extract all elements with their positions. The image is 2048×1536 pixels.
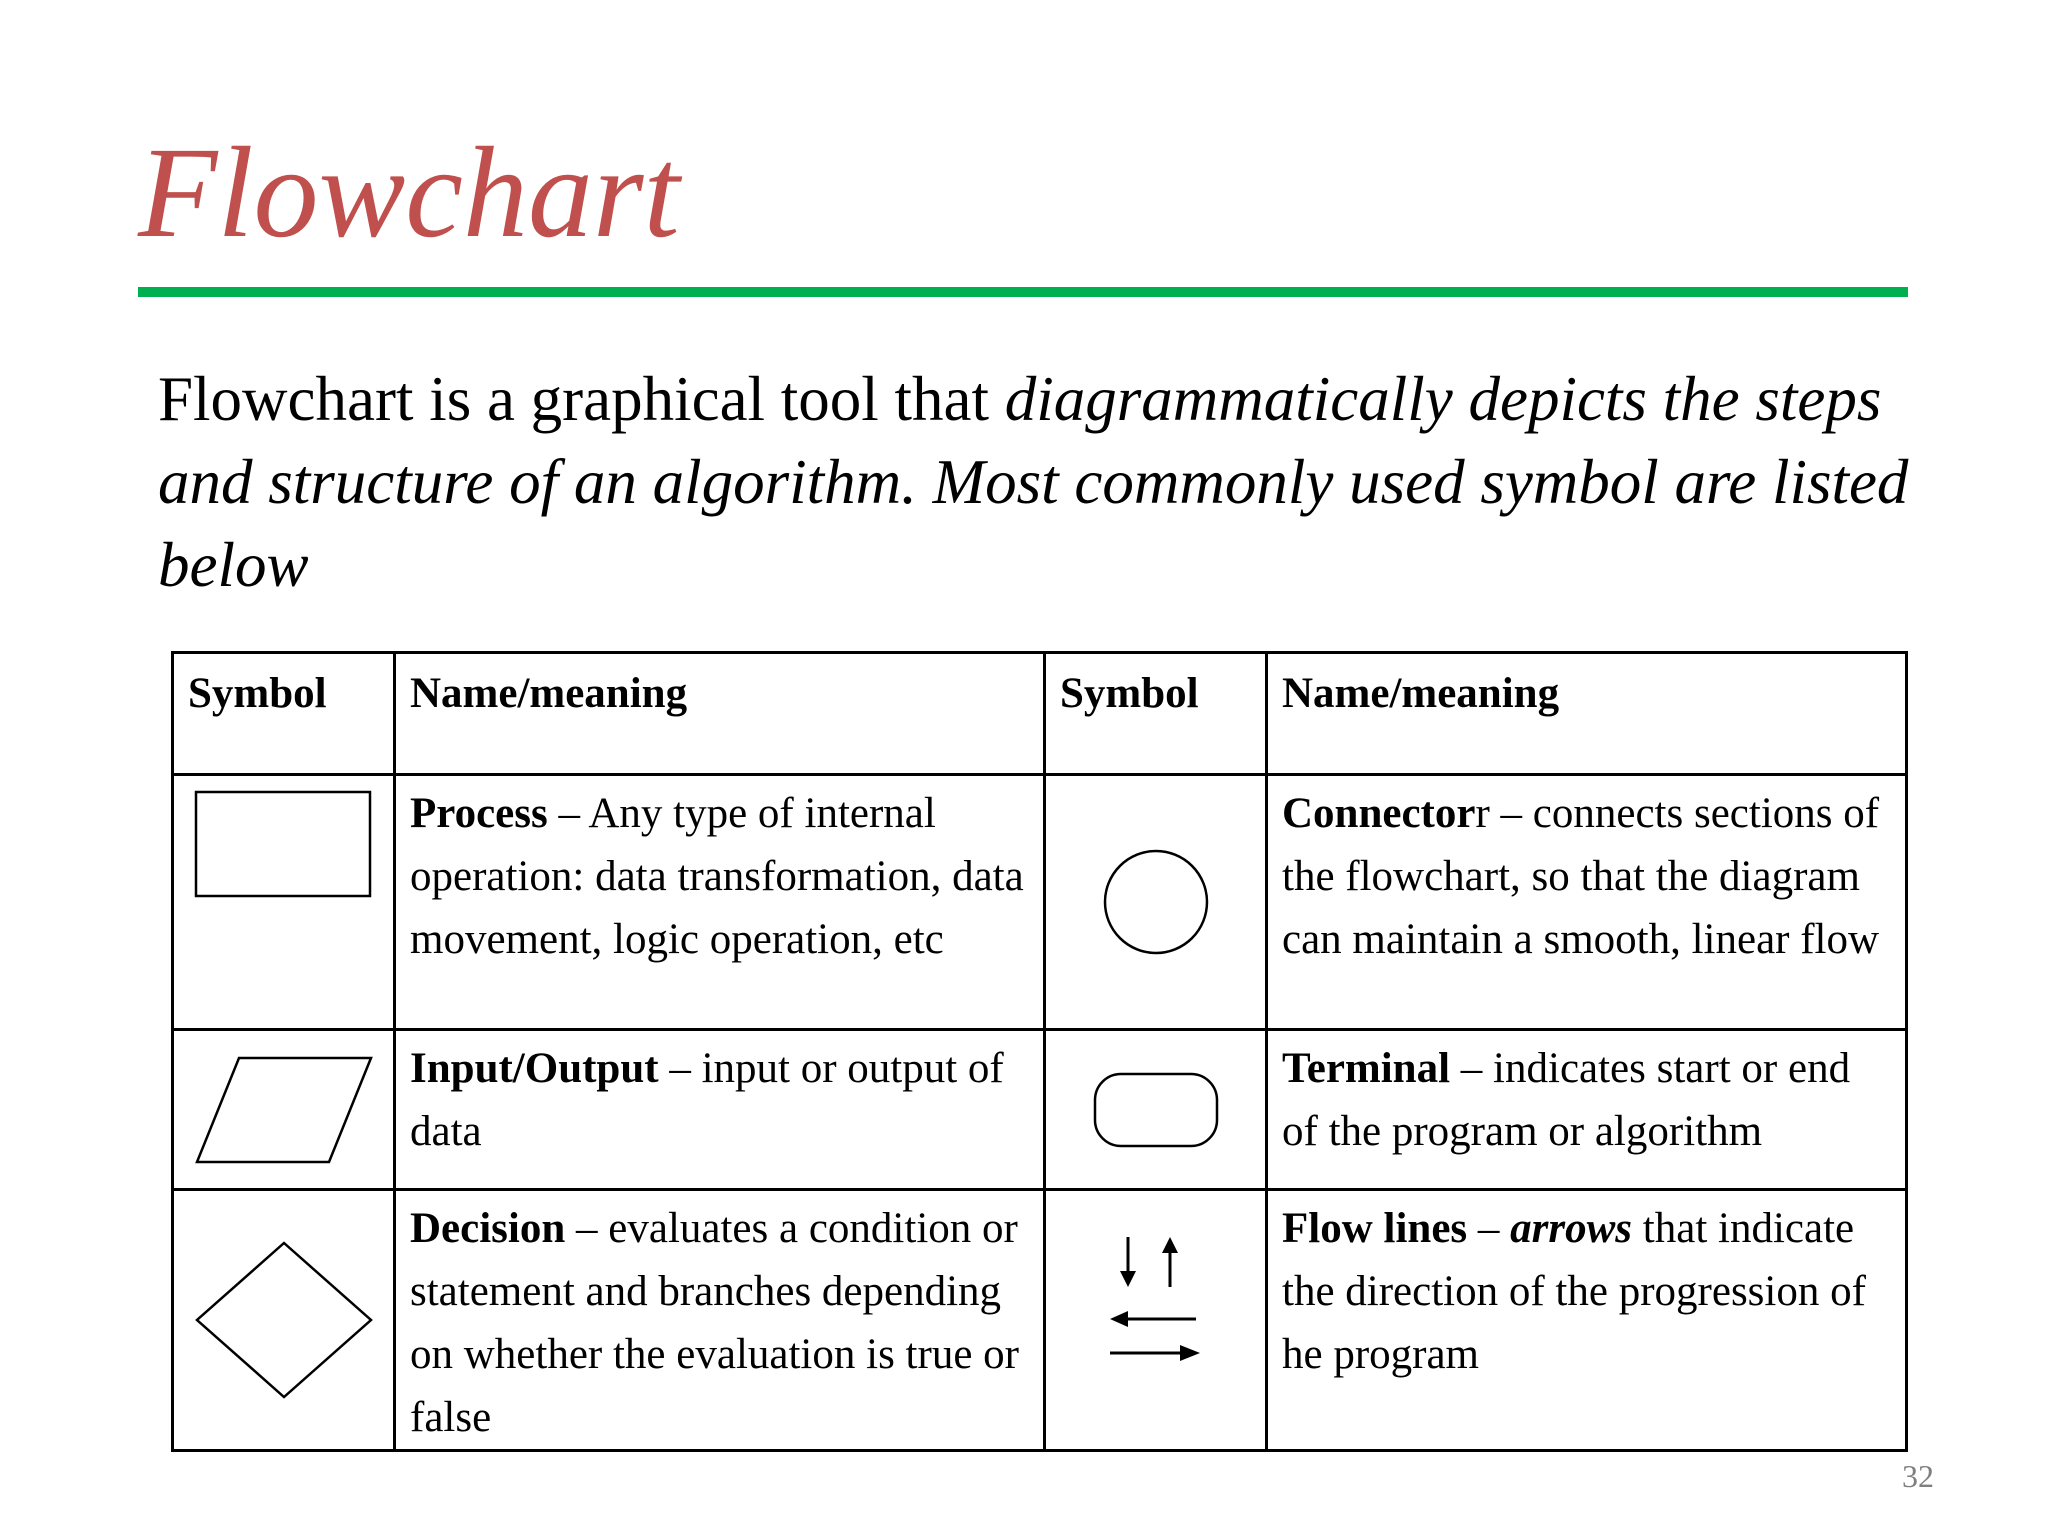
- decision-name: Decision: [410, 1205, 566, 1252]
- header-name-right: Name/meaning: [1267, 653, 1907, 775]
- arrows-icon: [1106, 1235, 1206, 1365]
- intro-plain-text: Flowchart is a graphical tool that: [158, 364, 1005, 434]
- terminal-symbol-cell: [1045, 1030, 1267, 1190]
- rounded-rectangle-icon: [1093, 1072, 1219, 1148]
- header-symbol-left: Symbol: [173, 653, 395, 775]
- process-desc: – Any type of internal operation: data transformation, data movement, logic operation, etc: [410, 790, 1024, 963]
- terminal-desc: – indicates start or end of the program or algorithm: [1282, 1045, 1851, 1155]
- flowlines-description: [1267, 1190, 1907, 1451]
- symbol-table: [171, 651, 1908, 1452]
- header-symbol-right: Symbol: [1045, 653, 1267, 775]
- decision-symbol-cell: [173, 1190, 395, 1451]
- diamond-icon: [194, 1240, 374, 1400]
- flowlines-dash: –: [1467, 1205, 1511, 1252]
- table-row: [173, 1190, 1907, 1451]
- flowlines-emph: arrows: [1510, 1205, 1633, 1252]
- page-number: 32: [1902, 1458, 1934, 1494]
- flowlines-desc: that indicate the direction of the progression of he program: [1282, 1205, 1866, 1378]
- flowlines-name: Flow lines: [1282, 1205, 1468, 1252]
- process-description: [395, 775, 1045, 1030]
- title-divider: [138, 287, 1908, 297]
- decision-description: [395, 1190, 1045, 1451]
- intro-paragraph: [158, 358, 1918, 607]
- connector-name-tail: r: [1475, 790, 1490, 837]
- slide-title: Flowchart: [138, 121, 680, 265]
- connector-description: [1267, 775, 1907, 1030]
- table-row: [173, 775, 1907, 1030]
- io-description: [395, 1030, 1045, 1190]
- io-name: Input/Output: [410, 1045, 659, 1092]
- terminal-description: [1267, 1030, 1907, 1190]
- table-row: [173, 1030, 1907, 1190]
- circle-icon: [1101, 847, 1211, 957]
- table-header-row: [173, 653, 1907, 775]
- decision-desc: – evaluates a condition or statement and branches depending on whether the evaluation is true or false: [410, 1205, 1019, 1441]
- connector-desc: – connects sections of the flowchart, so that the diagram can maintain a smooth, linear flow: [1282, 790, 1880, 963]
- process-name: Process: [410, 790, 548, 837]
- header-name-left: Name/meaning: [395, 653, 1045, 775]
- parallelogram-icon: [194, 1055, 374, 1165]
- rectangle-icon: [194, 790, 374, 900]
- intro-italic-text: diagrammatically depicts the steps and structure of an algorithm. Most commonly used symbol are listed below: [158, 364, 1909, 600]
- flowlines-symbol-cell: [1045, 1190, 1267, 1451]
- connector-name: Connector: [1282, 790, 1476, 837]
- io-desc: – input or output of data: [410, 1045, 1004, 1155]
- connector-symbol-cell: [1045, 775, 1267, 1030]
- process-symbol-cell: [173, 775, 395, 1030]
- io-symbol-cell: [173, 1030, 395, 1190]
- terminal-name: Terminal: [1282, 1045, 1451, 1092]
